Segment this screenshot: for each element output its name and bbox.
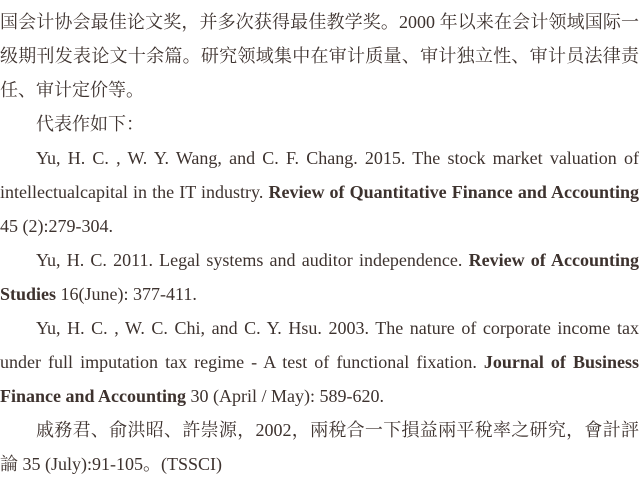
reference-entry-1 xyxy=(0,141,639,243)
reference-entry-2 xyxy=(0,243,639,311)
reference-text: Yu, H. C. , W. C. Chi, and C. Y. Hsu. 2003. The nature of corporate income tax under full imputation tax regime - A test of functional fixation. xyxy=(0,318,639,372)
reference-entry-4 xyxy=(0,413,639,481)
paragraph-representative-works-heading xyxy=(0,107,639,141)
journal-name: Review of Quantitative Finance and Accounting xyxy=(268,182,640,202)
reference-text: Yu, H. C. , W. Y. Wang, and C. F. Chang. 2015. The stock market valuation of intellectualcapital in the IT industry. xyxy=(0,148,639,202)
reference-pages: 16(June): 377-411. xyxy=(56,284,197,304)
reference-text: 戚務君、俞洪昭、許崇源，2002，兩稅合一下損益兩平稅率之研究，會計評論 35 (July):91-105。(TSSCI) xyxy=(0,420,639,474)
reference-pages: 45 (2):279-304. xyxy=(0,216,113,236)
reference-entry-3 xyxy=(0,311,639,413)
paragraph-text: 代表作如下： xyxy=(36,114,144,134)
journal-name: Review of Accounting Studies xyxy=(0,250,640,304)
paragraph-text: 国会计协会最佳论文奖，并多次获得最佳教学奖。2000 年以来在会计领域国际一级期刊发表论文十余篇。研究领域集中在审计质量、审计独立性、审计员法律责任、审计定价等。 xyxy=(0,12,639,100)
paragraph-intro xyxy=(0,5,639,107)
reference-text: Yu, H. C. 2011. Legal systems and auditor independence. xyxy=(36,250,469,270)
reference-pages: 30 (April / May): 589-620. xyxy=(186,386,385,406)
journal-name: Journal of Business Finance and Accounting xyxy=(0,352,639,406)
